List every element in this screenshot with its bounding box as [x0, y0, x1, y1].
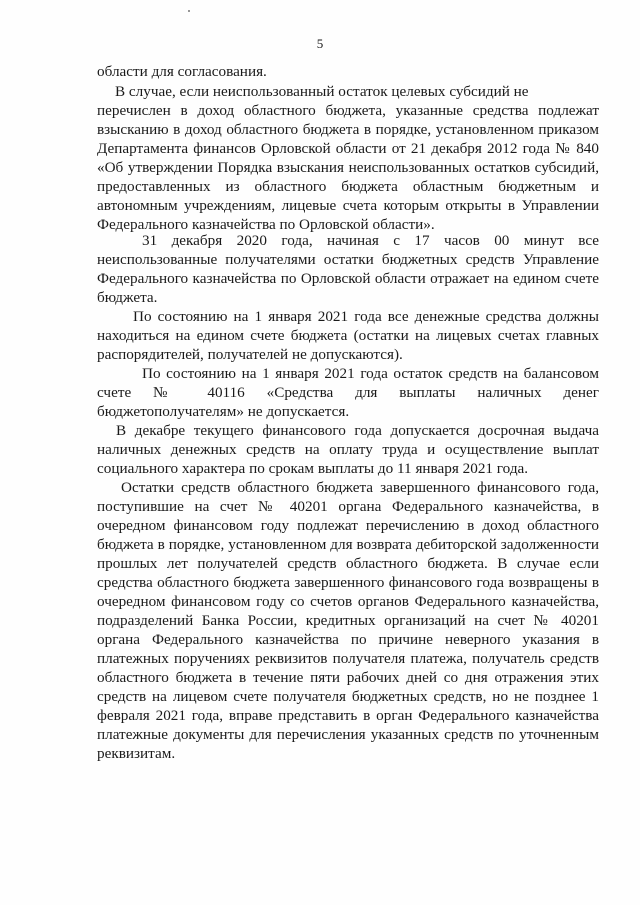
text-line: средства областного бюджета завершенного финансового года возвращены в — [97, 574, 599, 591]
text-line: находиться на едином счете бюджета (остатки на лицевых счетах главных — [97, 327, 599, 344]
text-line: наличных денежных средств на оплату труда и осуществление выплат — [97, 441, 599, 458]
text-line: платежных поручениях реквизитов получателя платежа, получатель средств — [97, 650, 599, 667]
text-line: платежные документы для перечисления указанных средств по уточненным — [97, 726, 599, 743]
text-line: очередном финансовом году подлежат перечислению в доход областного — [97, 517, 599, 534]
text-line: области для согласования. — [97, 63, 267, 80]
text-line: реквизитам. — [97, 745, 176, 762]
text-line: счете № 40116 «Средства для выплаты наличных денег — [97, 384, 599, 401]
scan-speck — [188, 10, 190, 12]
text-line: бюджетополучателям» не допускается. — [97, 403, 350, 420]
text-line: бюджета в порядке, установленном для возврата дебиторской задолженности — [97, 536, 599, 553]
text-line: В случае, если неиспользованный остаток целевых субсидий не — [115, 83, 529, 100]
text-line: социального характера по срокам выплаты до 11 января 2021 года. — [97, 460, 529, 477]
text-line: очередном финансовом году со счетов органов Федерального казначейства, — [97, 593, 599, 610]
text-line: 31 декабря 2020 года, начиная с 17 часов 00 минут все — [142, 232, 599, 249]
text-line: предоставленных из областного бюджета областным бюджетным и — [97, 178, 599, 195]
text-line: областного бюджета в течение пяти рабочих дней со дня отражения этих — [97, 669, 599, 686]
text-line: Федерального казначейства по Орловской области отражает на едином счете — [97, 270, 599, 287]
text-line: подразделений Банка России, кредитных организаций на счет № 40201 — [97, 612, 599, 629]
text-line: перечислен в доход областного бюджета, указанные средства подлежат — [97, 102, 599, 119]
text-line: Департамента финансов Орловской области от 21 декабря 2012 года № 840 — [97, 140, 599, 157]
text-line: средств на лицевом счете получателя бюджетных средств, но не позднее 1 — [97, 688, 599, 705]
text-line: бюджета. — [97, 289, 158, 306]
text-line: прошлых лет получателей средств областного бюджета. В случае если — [97, 555, 599, 572]
text-line: взысканию в доход областного бюджета в порядке, установленном приказом — [97, 121, 599, 138]
text-line: В декабре текущего финансового года допускается досрочная выдача — [116, 422, 599, 439]
text-line: поступившие на счет № 40201 органа Федерального казначейства, в — [97, 498, 599, 515]
text-line: Остатки средств областного бюджета завершенного финансового года, — [121, 479, 599, 496]
text-line: Федерального казначейства по Орловской области». — [97, 216, 435, 233]
page-number: 5 — [316, 36, 324, 51]
text-line: По состоянию на 1 января 2021 года все денежные средства должны — [133, 308, 599, 325]
text-line: По состоянию на 1 января 2021 года остаток средств на балансовом — [142, 365, 599, 382]
text-line: автономным учреждениям, лицевые счета которым открыты в Управлении — [97, 197, 599, 214]
text-line: распорядителей, получателей не допускаются). — [97, 346, 403, 363]
text-line: неиспользованные получателями остатки бюджетных средств Управление — [97, 251, 599, 268]
text-line: органа Федерального казначейства по причине неверного указания в — [97, 631, 599, 648]
text-line: февраля 2021 года, вправе представить в орган Федерального казначейства — [97, 707, 599, 724]
text-line: «Об утверждении Порядка взыскания неиспользованных остатков субсидий, — [97, 159, 599, 176]
